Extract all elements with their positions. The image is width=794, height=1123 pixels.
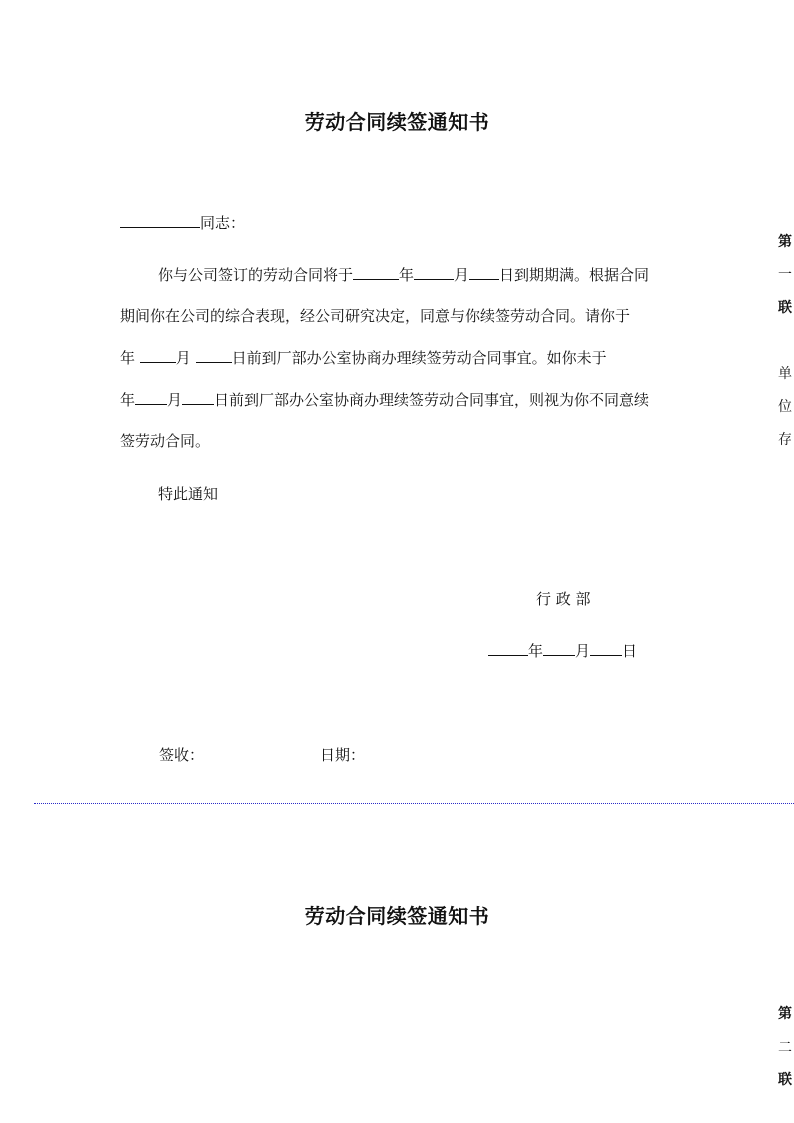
notice-title-1: 劳动合同续签通知书	[304, 110, 490, 134]
sig-month-label: 月	[575, 642, 591, 660]
line3-text-b: 月	[175, 349, 191, 367]
tear-off-divider	[34, 803, 794, 804]
expiry-day-blank[interactable]	[469, 265, 499, 280]
expiry-year-blank[interactable]	[353, 265, 399, 280]
body-line-5: 签劳动合同。	[120, 432, 211, 450]
sig-day-blank[interactable]	[590, 641, 622, 656]
side-label-char: 位	[778, 399, 792, 415]
line4-text-a: 年	[120, 391, 136, 409]
renew-month-blank[interactable]	[140, 348, 176, 363]
renew-day-blank[interactable]	[196, 348, 232, 363]
name-blank[interactable]	[120, 213, 200, 228]
line4-text-b: 月	[167, 391, 183, 409]
salutation-text: 同志：	[200, 214, 246, 232]
line3-text-a: 年	[120, 349, 136, 367]
side-label-char: 第	[778, 1006, 792, 1022]
side-label-char: 联	[778, 1072, 792, 1088]
receipt-sign-label: 签收：	[159, 746, 205, 764]
sig-year-label: 年	[528, 642, 544, 660]
sig-year-blank[interactable]	[488, 641, 528, 656]
line1-text-d: 日到期期满。根据合同	[499, 266, 650, 284]
line4-text-c: 日前到厂部办公室协商办理续签劳动合同事宜，则视为你不同意续	[214, 391, 650, 409]
notice-closing: 特此通知	[158, 485, 219, 503]
department-signature: 行 政 部	[536, 590, 591, 608]
line1-text-c: 月	[454, 266, 470, 284]
side-label-char: 存	[778, 432, 792, 448]
salutation-line	[120, 213, 245, 233]
notice-title-2: 劳动合同续签通知书	[304, 904, 490, 928]
line1-text-b: 年	[399, 266, 415, 284]
side-label-char: 第	[778, 234, 792, 250]
signature-date	[488, 641, 637, 661]
body-line-1	[158, 265, 649, 285]
expiry-month-blank[interactable]	[414, 265, 454, 280]
sig-month-blank[interactable]	[543, 641, 575, 656]
side-label-char: 二	[778, 1040, 792, 1056]
body-line-3	[120, 348, 607, 368]
sig-day-label: 日	[622, 642, 638, 660]
deadline-month-blank[interactable]	[135, 390, 167, 405]
line3-text-c: 日前到厂部办公室协商办理续签劳动合同事宜。如你未于	[231, 349, 607, 367]
deadline-day-blank[interactable]	[182, 390, 214, 405]
side-label-char: 单	[778, 366, 792, 382]
receipt-date-label: 日期：	[320, 746, 366, 764]
side-label-char: 联	[778, 300, 792, 316]
body-line-2: 期间你在公司的综合表现，经公司研究决定，同意与你续签劳动合同。请你于	[120, 307, 631, 325]
body-line-4	[120, 390, 649, 410]
line1-text-a: 你与公司签订的劳动合同将于	[158, 266, 354, 284]
side-label-char: 一	[778, 267, 792, 283]
